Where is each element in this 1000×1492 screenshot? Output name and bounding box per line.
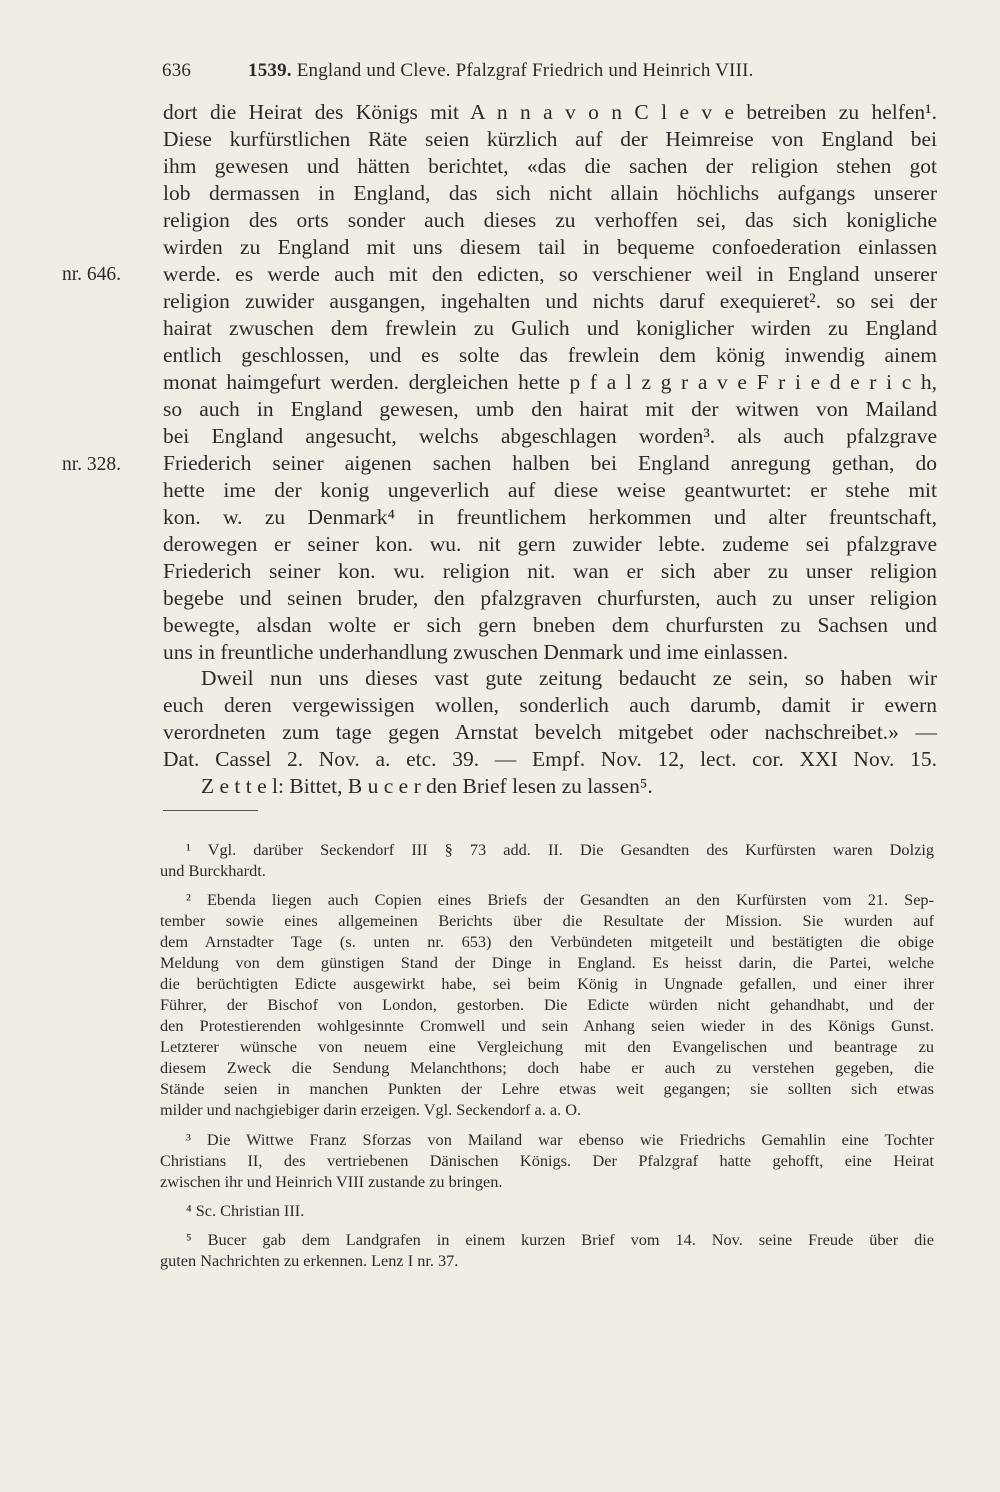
footnote-separator [163,810,258,811]
body-line: Friederich seiner aigenen sachen halben bei England anregung gethan, do [163,451,937,475]
body-line: religion des orts sonder auch dieses zu verhoffen sei, das sich konigliche [163,208,937,232]
body-line: Dweil nun uns dieses vast gute zeitung bedaucht ze sein, so haben wir [201,666,937,690]
body-line: euch deren vergewissigen wollen, sonderlich auch darumb, damit ir ewern [163,693,937,717]
body-line: ihm gewesen und hätten berichtet, «das die sachen der religion stehen got [163,154,937,178]
footnote-line: Christians II, des vertriebenen Dänischen Königs. Der Pfalzgraf hatte gehofft, eine Heirat [160,1151,934,1170]
body-line: Diese kurfürstlichen Räte seien kürzlich auf der Heimreise von England bei [163,127,937,151]
footnote-line: Letzterer wünsche von neuem eine Vergleichung mit den Evangelischen und beantrage zu [160,1037,934,1056]
body-line: Dat. Cassel 2. Nov. a. etc. 39. — Empf. Nov. 12, lect. cor. XXI Nov. 15. [163,747,937,771]
body-line: uns in freuntliche underhandlung zwuschen Denmark und ime einlassen. [163,640,789,664]
footnote-line: diesem Zweck die Sendung Melanchthons; doch habe er auch zu verstehen gegeben, die [160,1058,934,1077]
footnote-line: tember sowie eines allgemeinen Berichts über die Resultate der Mission. Sie wurden auf [160,911,934,930]
footnote-line: die berüchtigten Edicte ausgewirkt habe, sei beim König in Ungnade gefallen, und einer ihrer [160,974,934,993]
running-title: England und Cleve. Pfalzgraf Friedrich und Heinrich VIII. [296,60,754,81]
body-line: bei England angesucht, welchs abgeschlagen worden³. als auch pfalzgrave [163,424,937,448]
footnote-line: Stände seien in manchen Punkten der Lehre etwas weit gegangen; sie sollten sich etwas [160,1079,934,1098]
page-number: 636 [162,60,192,81]
footnote-line: ¹ Vgl. darüber Seckendorf III § 73 add. II. Die Gesandten des Kurfürsten waren Dolzig [186,840,934,859]
running-header [162,60,862,82]
margin-note-ref: nr. 646. [62,264,122,285]
footnote-line: zwischen ihr und Heinrich VIII zustande zu bringen. [160,1172,503,1191]
body-line: monat haimgefurt werden. dergleichen hette p f a l z g r a v e F r i e d e r i c h, [163,370,937,394]
body-line: begebe und seinen bruder, den pfalzgraven churfursten, auch zu unser religion [163,586,937,610]
footnote-line: ³ Die Wittwe Franz Sforzas von Mailand war ebenso wie Friedrichs Gemahlin eine Tochter [186,1130,934,1149]
body-line: religion zuwider ausgangen, ingehalten und nichts daruf exequieret². so sei der [163,289,937,313]
footnote-line: und Burckhardt. [160,861,266,880]
body-line: so auch in England gewesen, umb den hairat mit der witwen von Mailand [163,397,937,421]
body-line: Friederich seiner kon. wu. religion nit. wan er sich aber zu unser religion [163,559,937,583]
body-line: entlich geschlossen, und es solte das frewlein dem könig inwendig ainem [163,343,937,367]
footnote-line: ² Ebenda liegen auch Copien eines Briefs der Gesandten an den Kurfürsten vom 21. Sep- [186,890,934,909]
footnote-line: den Protestierenden wohlgesinnte Cromwell und sein Anhang seien wieder in des Königs Gunst. [160,1016,934,1035]
footnote-line: Meldung von dem günstigen Stand der Dinge in England. Es heisst darin, die Partei, welche [160,953,934,972]
body-line: dort die Heirat des Königs mit A n n a v o n C l e v e betreiben zu helfen¹. [163,100,937,124]
footnote-line: milder und nachgiebiger darin erzeigen. Vgl. Seckendorf a. a. O. [160,1100,582,1119]
footnote-line: guten Nachrichten zu erkennen. Lenz I nr. 37. [160,1251,459,1270]
body-line: derowegen er seiner kon. wu. nit gern zuwider lebte. zudeme sei pfalzgrave [163,532,937,556]
body-line: bewegte, alsdan wolte er sich gern bneben dem churfursten zu Sachsen und [163,613,937,637]
footnote-line: ⁴ Sc. Christian III. [186,1201,305,1220]
body-line: kon. w. zu Denmark⁴ in freuntlichem herkommen und alter freuntschaft, [163,505,937,529]
body-line: werde. es werde auch mit den edicten, so verschiener weil in England unserer [163,262,937,286]
margin-note-ref: nr. 328. [62,454,122,475]
footnote-line: ⁵ Bucer gab dem Landgrafen in einem kurzen Brief vom 14. Nov. seine Freude über die [186,1230,934,1249]
body-line: verordneten zum tage gegen Arnstat bevelch mitgebet oder nachschreibet.» — [163,720,937,744]
body-line: hette ime der konig ungeverlich auf diese weise geantwurtet: er stehe mit [163,478,937,502]
body-line: Z e t t e l: Bittet, B u c e r den Brief lesen zu lassen⁵. [201,774,653,798]
footnote-line: Führer, der Bischof von London, gestorben. Die Edicte würden nicht gehandhabt, und der [160,995,934,1014]
body-line: hairat zwuschen dem frewlein zu Gulich und koniglicher wirden zu England [163,316,937,340]
body-line: wirden zu England mit uns diesem tail in bequeme confoederation einlassen [163,235,937,259]
body-line: lob dermassen in England, das sich nicht allain höchlichs aufgangs unserer [163,181,937,205]
header-year: 1539. [248,60,292,81]
footnote-line: dem Arnstadter Tage (s. unten nr. 653) den Verbündeten mitgeteilt und bestätigten die obige [160,932,934,951]
